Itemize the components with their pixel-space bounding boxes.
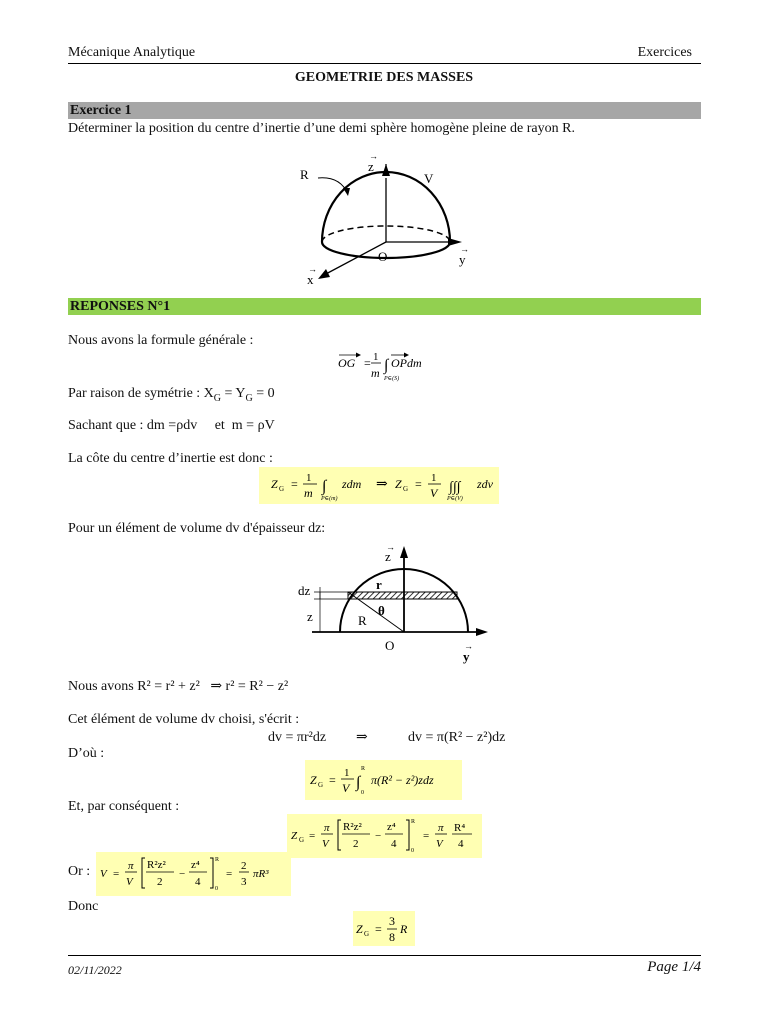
- svg-text:Z: Z: [291, 830, 298, 842]
- svg-text:⇒: ⇒: [376, 477, 388, 492]
- svg-text:R: R: [400, 922, 408, 936]
- svg-text:R: R: [411, 819, 416, 825]
- header-right: Exercices: [637, 45, 692, 60]
- answers-heading: REPONSES N°1: [68, 298, 701, 315]
- fig2-label-r: r: [376, 577, 382, 592]
- svg-text:V: V: [100, 868, 107, 880]
- formula-final: [353, 911, 415, 946]
- og-lhs: OG: [338, 356, 356, 370]
- answer-text-5: Pour un élément de volume dv d'épaisseur dz:: [68, 521, 326, 536]
- svg-text:0: 0: [361, 790, 364, 796]
- fig1-arrow-y: →: [460, 244, 469, 254]
- svg-text:m: m: [304, 486, 313, 500]
- og-eq: =: [364, 356, 371, 370]
- fig2-label-theta: θ: [378, 603, 385, 618]
- svg-text:=: =: [415, 477, 422, 491]
- svg-text:→: →: [386, 542, 395, 552]
- header-left: Mécanique Analytique: [68, 45, 196, 60]
- svg-text:π: π: [438, 822, 444, 834]
- exercise-heading: Exercice 1: [68, 102, 701, 119]
- dv-right: dv = π(R² − z²)dz: [408, 730, 506, 745]
- og-den: m: [371, 366, 380, 380]
- fig1-label-y: y: [459, 252, 466, 267]
- svg-text:V: V: [430, 486, 438, 500]
- svg-text:3: 3: [389, 914, 395, 928]
- svg-text:=: =: [309, 830, 316, 842]
- svg-text:=: =: [291, 477, 298, 491]
- svg-text:z⁴: z⁴: [191, 859, 200, 871]
- fig1-label-O: O: [378, 249, 388, 264]
- fig2-label-y: y: [463, 649, 470, 664]
- svg-text:V: V: [436, 838, 443, 850]
- svg-text:R⁴: R⁴: [454, 822, 466, 834]
- svg-text:V: V: [342, 781, 350, 795]
- fig2-label-O: O: [385, 638, 395, 653]
- svg-text:=: =: [423, 830, 430, 842]
- fig1-label-V: V: [424, 171, 434, 186]
- og-integrand: OPdm: [391, 356, 422, 370]
- svg-text:P∈(V): P∈(V): [447, 496, 463, 502]
- formula-v: [96, 852, 291, 896]
- answer-text-1: Nous avons la formule générale :: [68, 333, 254, 348]
- svg-text:R²z²: R²z²: [147, 859, 166, 871]
- svg-text:1: 1: [344, 767, 350, 779]
- svg-text:Z: Z: [395, 477, 402, 491]
- answer-text-4: La côte du centre d’inertie est donc :: [68, 451, 273, 466]
- svg-text:V: V: [126, 876, 133, 888]
- svg-text:0: 0: [215, 886, 218, 892]
- og-num: 1: [373, 351, 379, 363]
- answer-text-8: D’où :: [68, 746, 105, 761]
- answer-text-11: Donc: [68, 899, 99, 914]
- fig1-arrow-x: →: [308, 264, 317, 274]
- svg-text:π: π: [128, 860, 134, 872]
- svg-text:2: 2: [353, 838, 359, 850]
- fig2-label-z-height: z: [307, 609, 313, 624]
- svg-text:=: =: [113, 868, 120, 880]
- svg-text:zdm: zdm: [342, 477, 362, 491]
- svg-text:∫∫∫: ∫∫∫: [449, 480, 461, 495]
- svg-text:3: 3: [241, 876, 247, 888]
- element-figure: [290, 540, 510, 665]
- svg-text:zdv: zdv: [477, 477, 493, 491]
- svg-text:Z: Z: [271, 477, 278, 491]
- svg-text:=: =: [329, 773, 336, 787]
- svg-text:z⁴: z⁴: [387, 821, 396, 833]
- svg-text:1: 1: [431, 472, 437, 484]
- svg-text:8: 8: [389, 930, 395, 944]
- fig1-label-x: x: [307, 272, 314, 287]
- fig2-label-z: z: [385, 549, 391, 564]
- header-rule: [68, 63, 701, 64]
- svg-text:4: 4: [391, 838, 397, 850]
- formula-og: [334, 346, 464, 386]
- formula-zg-1: [259, 467, 499, 504]
- fig1-label-z: z: [368, 159, 374, 174]
- svg-text:∫: ∫: [322, 478, 327, 495]
- svg-text:1: 1: [306, 472, 312, 484]
- svg-text:=: =: [375, 922, 382, 936]
- svg-text:G: G: [279, 485, 285, 493]
- svg-text:Z: Z: [310, 773, 317, 787]
- svg-text:P∈(m): P∈(m): [321, 496, 338, 502]
- svg-text:∫: ∫: [356, 774, 361, 791]
- svg-text:2: 2: [241, 860, 247, 872]
- fig1-label-R: R: [300, 167, 309, 182]
- svg-text:π(R² − z²)zdz: π(R² − z²)zdz: [371, 773, 434, 787]
- svg-text:4: 4: [195, 876, 201, 888]
- og-sub: P∈(S): [384, 376, 400, 382]
- hemisphere-figure: [280, 148, 500, 293]
- formula-zg-2: [305, 760, 462, 800]
- answer-text-9: Et, par conséquent :: [68, 799, 180, 814]
- svg-text:4: 4: [458, 838, 464, 850]
- dv-arrow: ⇒: [356, 730, 368, 745]
- svg-text:R: R: [215, 857, 220, 863]
- svg-text:Z: Z: [356, 922, 363, 936]
- footer-page: Page 1/4: [647, 959, 701, 975]
- svg-text:R²z²: R²z²: [343, 821, 362, 833]
- answer-text-7: Cet élément de volume dv choisi, s'écrit :: [68, 712, 300, 727]
- answer-text-3: Sachant que : dm =ρdv et m = ρV: [68, 418, 275, 433]
- svg-text:R: R: [361, 766, 366, 772]
- svg-text:0: 0: [411, 848, 414, 854]
- svg-text:−: −: [375, 830, 382, 842]
- fig1-arrow-z: →: [369, 151, 378, 161]
- svg-text:G: G: [364, 930, 370, 938]
- svg-text:→: →: [464, 641, 473, 651]
- og-int-sign: ∫: [384, 357, 389, 374]
- svg-text:V: V: [322, 838, 329, 850]
- footer-rule: [68, 955, 701, 956]
- page-title: GEOMETRIE DES MASSES: [294, 70, 474, 85]
- svg-text:G: G: [318, 781, 324, 789]
- fig2-label-R: R: [358, 613, 367, 628]
- footer-date: 02/11/2022: [68, 963, 122, 977]
- answer-text-10: Or :: [68, 864, 91, 879]
- exercise-statement: Déterminer la position du centre d’inertie d’une demi sphère homogène pleine de rayon R.: [68, 121, 575, 136]
- svg-text:−: −: [179, 868, 186, 880]
- svg-text:π: π: [324, 822, 330, 834]
- svg-text:2: 2: [157, 876, 163, 888]
- formula-zg-3: [287, 814, 482, 858]
- svg-text:=: =: [226, 868, 233, 880]
- answer-text-6: Nous avons R² = r² + z² ⇒ r² = R² − z²: [68, 679, 289, 694]
- answer-text-2: Par raison de symétrie : $X_G = Y_G = 0$: [68, 386, 275, 404]
- dv-left: dv = πr²dz: [268, 730, 327, 745]
- fig2-label-dz: dz: [298, 583, 311, 598]
- svg-text:πR³: πR³: [253, 868, 269, 880]
- svg-text:G: G: [403, 485, 409, 493]
- svg-text:G: G: [299, 836, 305, 844]
